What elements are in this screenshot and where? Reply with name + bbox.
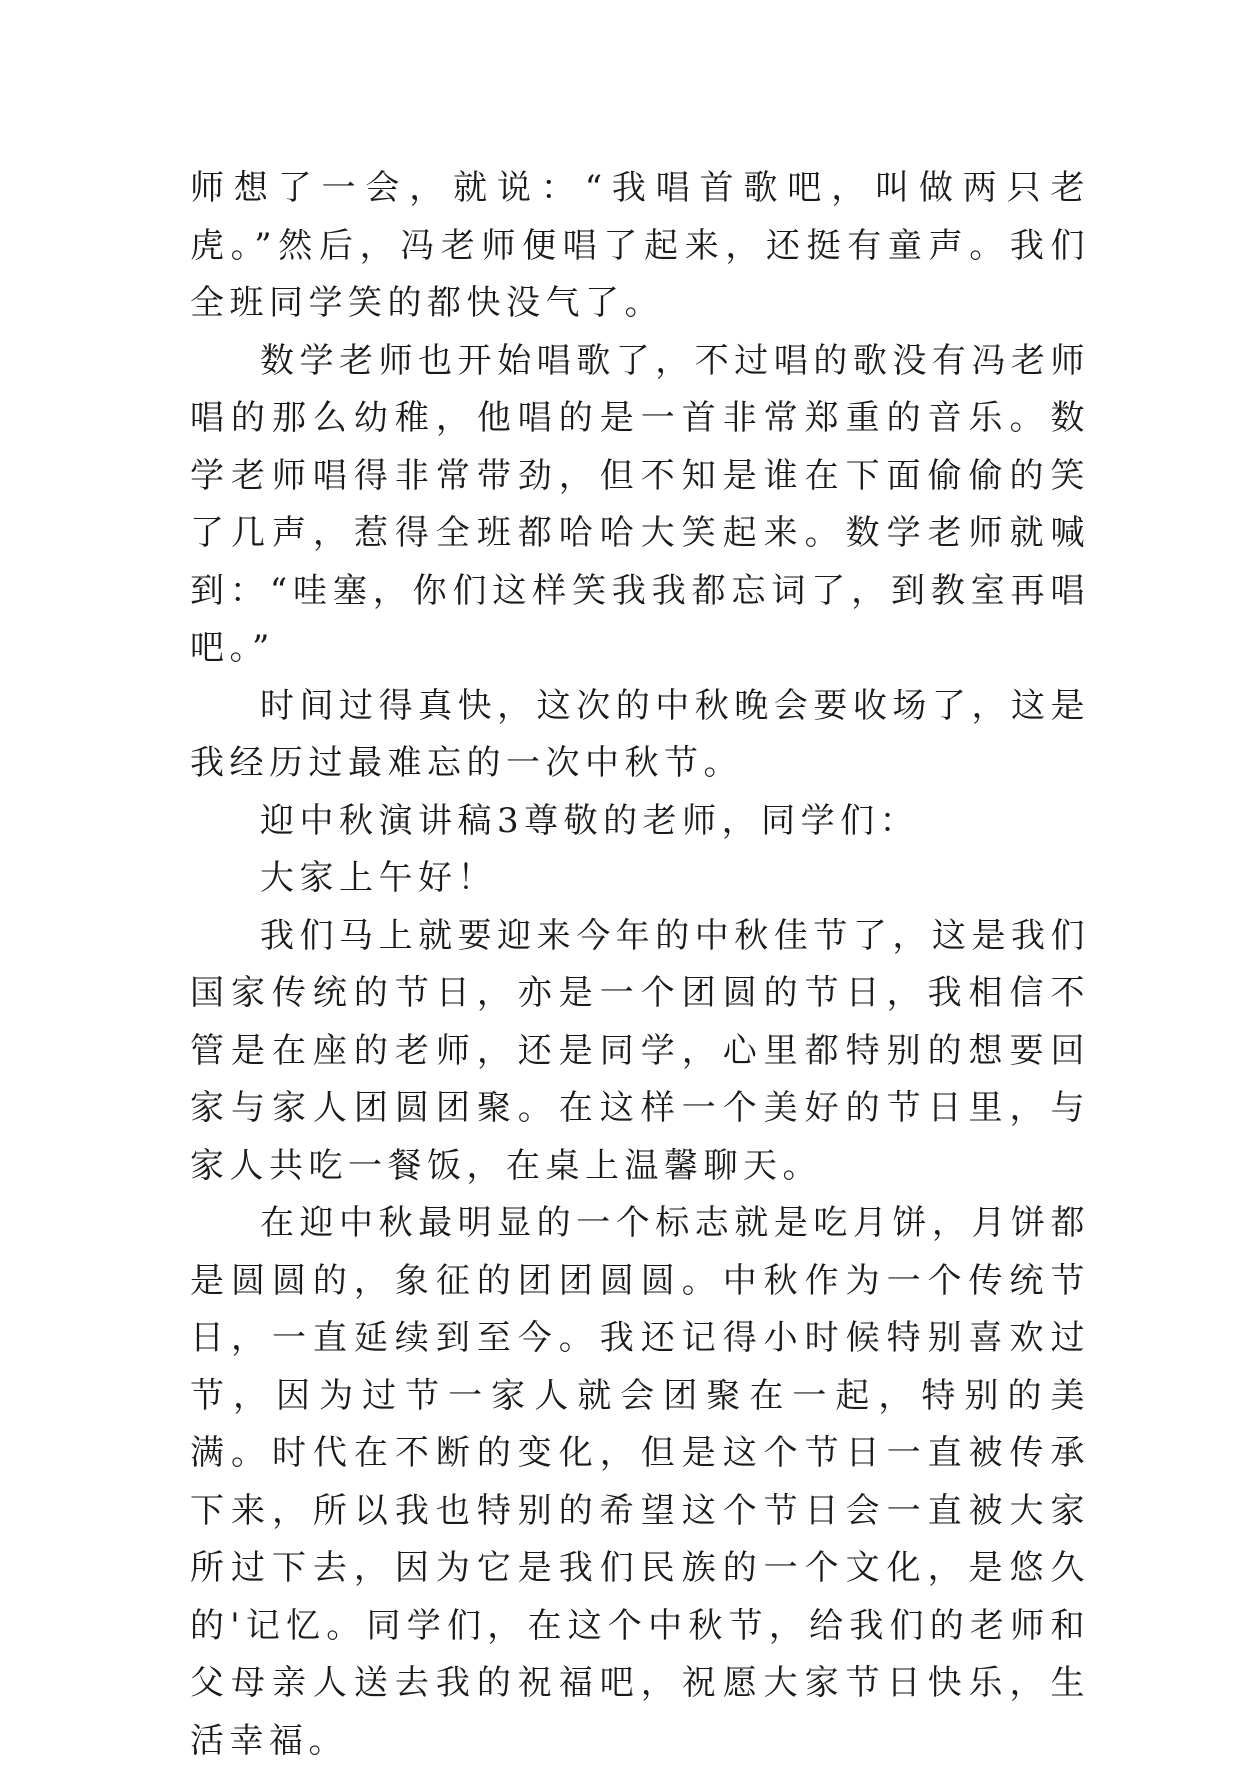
paragraph-6: 我们马上就要迎来今年的中秋佳节了，这是我们国家传统的节日，亦是一个团圆的节日，我相信不管是在座的老师，还是同学，心里都特别的想要回家与家人团圆团聚。在这样一个美好的节日里，与家人共吃一餐饭，在桌上温馨聊天。: [190, 915, 1090, 1186]
paragraph-7: 在迎中秋最明显的一个标志就是吃月饼，月饼都是圆圆的，象征的团团圆圆。中秋作为一个传统节日，一直延续到至今。我还记得小时候特别喜欢过节，因为过节一家人就会团聚在一起，特别的美满。时代在不断的变化，但是这个节日一直被传承下来，所以我也特别的希望这个节日会一直被大家所过下去，因为它是我们民族的一个文化，是悠久的'记忆。同学们，在这个中秋节，给我们的老师和父母亲人送去我的祝福吧，祝愿大家节日快乐，生活幸福。: [190, 1203, 1090, 1761]
paragraph-2: 数学老师也开始唱歌了，不过唱的歌没有冯老师唱的那么幼稚，他唱的是一首非常郑重的音乐。数学老师唱得非常带劲，但不知是谁在下面偷偷的笑了几声，惹得全班都哈哈大笑起来。数学老师就喊到：“哇塞，你们这样笑我我都忘词了，到教室再唱吧。”: [190, 340, 1090, 668]
body-text: [190, 160, 1090, 1770]
speech-heading: 迎中秋演讲稿3尊敬的老师，同学们：: [260, 800, 920, 841]
greeting: 大家上午好！: [260, 858, 497, 898]
paragraph-3: 时间过得真快，这次的中秋晚会要收场了，这是我经历过最难忘的一次中秋节。: [190, 685, 1090, 783]
paragraph-1: 师想了一会，就说：“我唱首歌吧，叫做两只老虎。”然后，冯老师便唱了起来，还挺有童声。我们全班同学笑的都快没气了。: [190, 168, 1090, 323]
